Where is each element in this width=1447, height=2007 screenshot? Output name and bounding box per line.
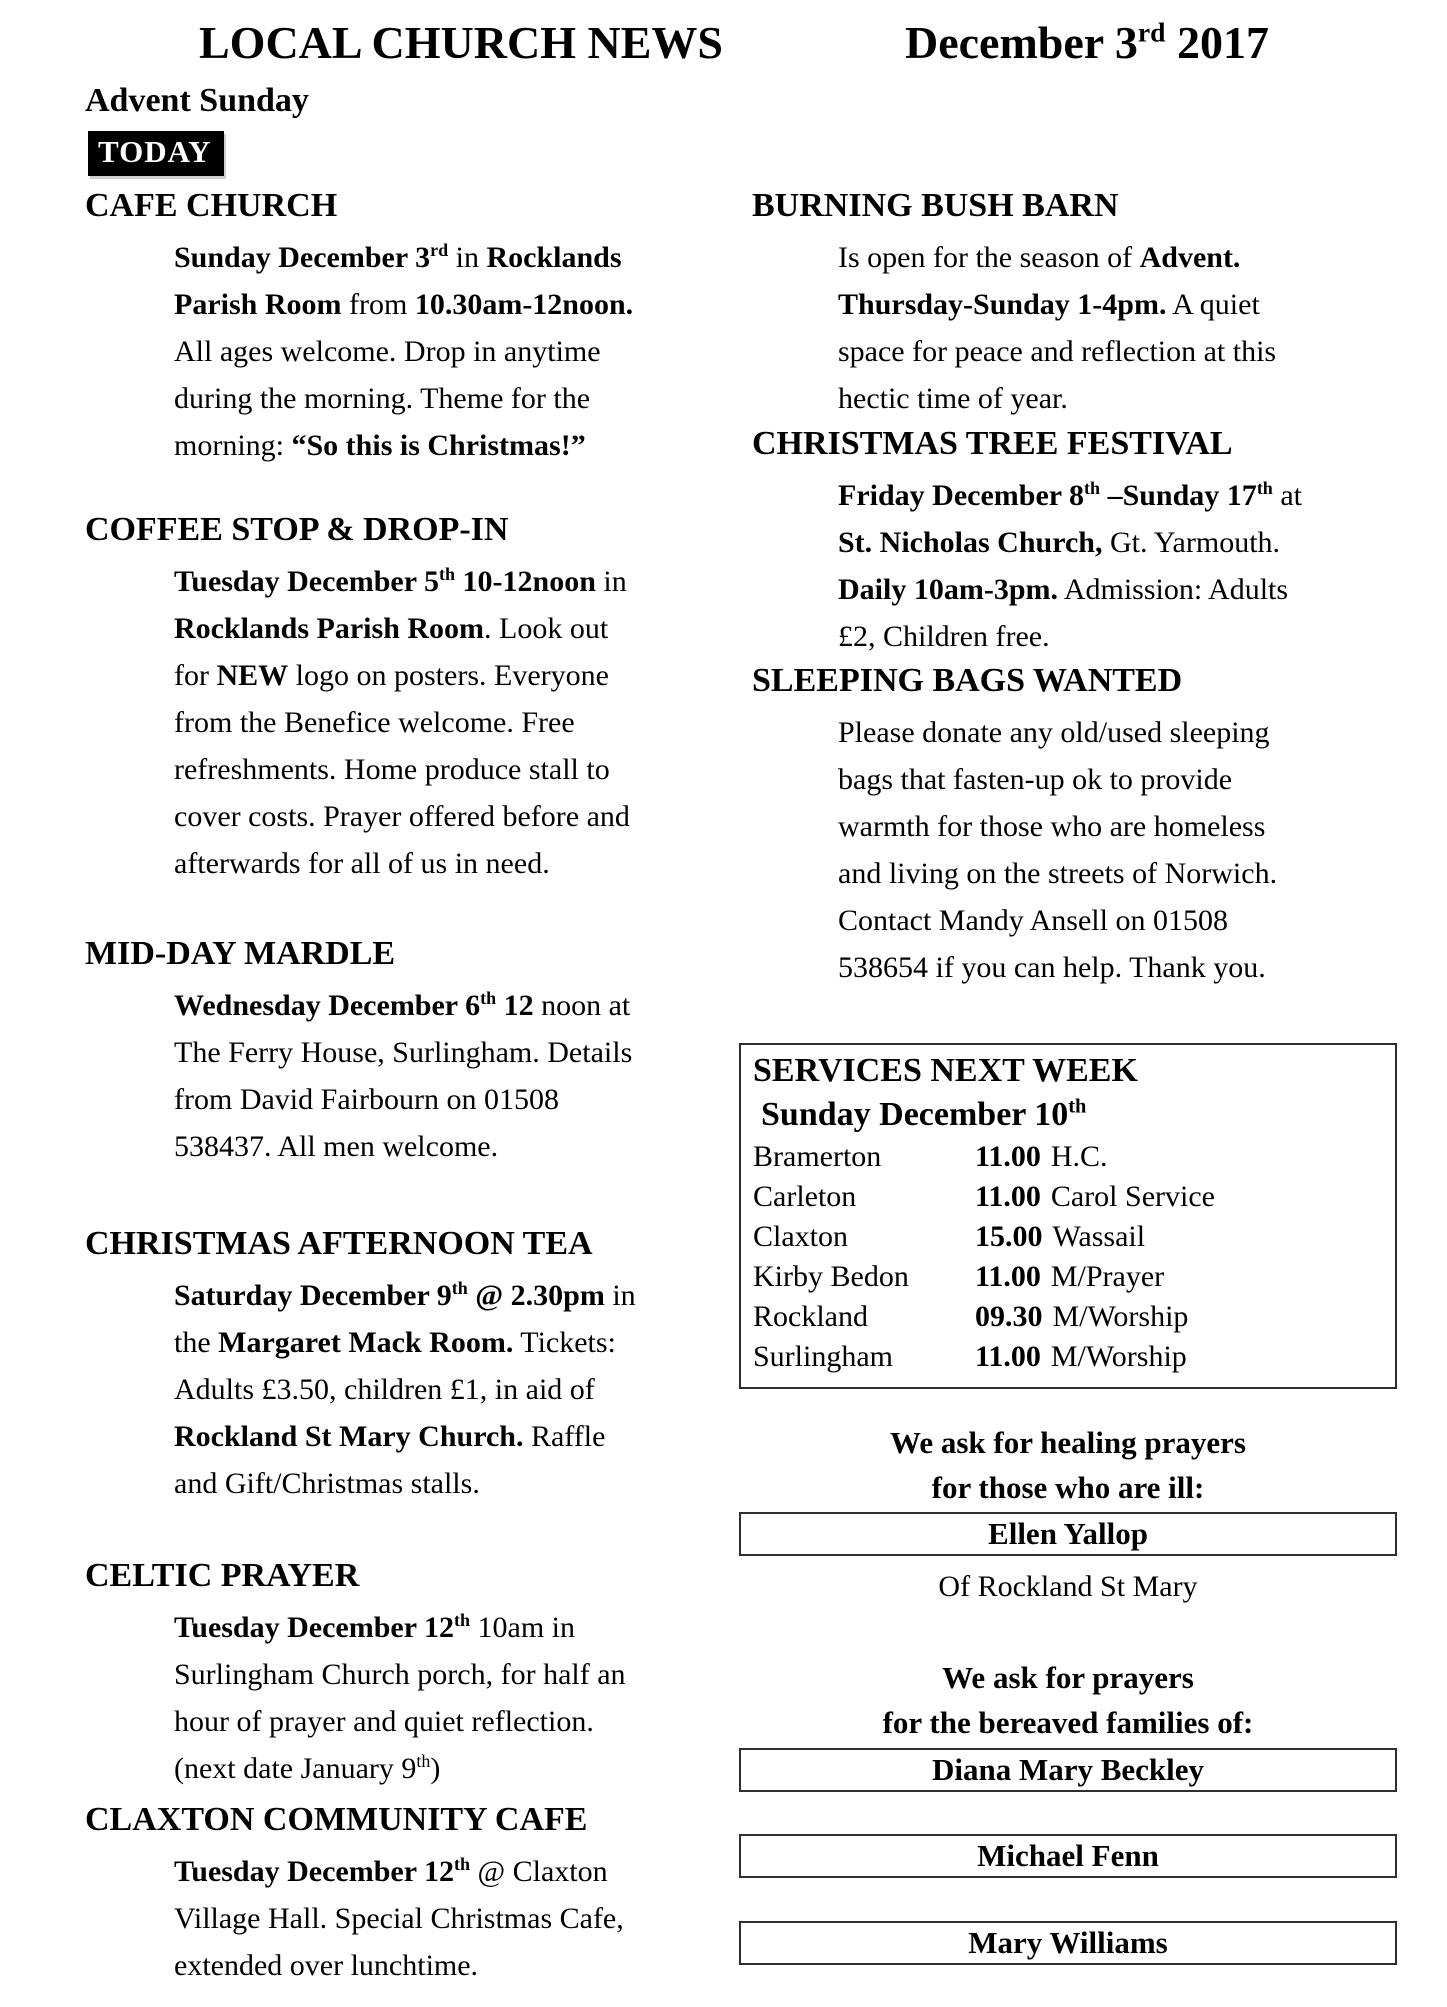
text-line: 538654 if you can help. Thank you. — [838, 951, 1266, 984]
section-body — [85, 982, 632, 1170]
service-row — [753, 1217, 1395, 1257]
bereaved-name: Diana Mary Beckley — [931, 1752, 1205, 1787]
bereaved-intro-line-1: We ask for prayers — [942, 1660, 1194, 1695]
service-place: Surlingham — [753, 1340, 893, 1373]
text-line: afterwards for all of us in need. — [174, 847, 550, 880]
service-place: Bramerton — [753, 1140, 882, 1173]
text-line: Adults £3.50, children £1, in aid of — [174, 1373, 595, 1406]
section-body — [85, 1272, 636, 1507]
healing-intro-line-1: We ask for healing prayers — [890, 1425, 1246, 1460]
section-heading: CELTIC PRAYER — [85, 1557, 360, 1594]
text-line: during the morning. Theme for the — [174, 382, 591, 415]
page-date: December 3rd 2017 — [905, 16, 1269, 68]
text-line: Rocklands Parish Room. Look out — [174, 612, 609, 645]
section-heading: CHRISTMAS TREE FESTIVAL — [752, 425, 1233, 462]
section-burning-bush-barn — [752, 186, 1276, 422]
text-line: Tuesday December 12th @ Claxton — [174, 1854, 608, 1888]
today-badge: TODAY — [88, 131, 224, 176]
service-time: 11.00 — [975, 1260, 1041, 1293]
service-row — [753, 1257, 1395, 1297]
text-line: Is open for the season of Advent. — [838, 241, 1241, 274]
section-coffee-stop — [85, 510, 630, 887]
section-claxton-community-cafe — [85, 1800, 624, 1989]
section-heading: SLEEPING BAGS WANTED — [752, 662, 1183, 699]
services-subheading: Sunday December 10th — [761, 1095, 1087, 1133]
services-next-week-box — [739, 1043, 1397, 1389]
text-line: Friday December 8th –Sunday 17th at — [838, 478, 1302, 512]
healing-intro-line-2: for those who are ill: — [931, 1470, 1205, 1505]
section-sleeping-bags-wanted — [752, 661, 1277, 991]
section-heading: COFFEE STOP & DROP-IN — [85, 511, 509, 548]
service-row — [753, 1297, 1395, 1337]
service-time: 11.00 — [975, 1180, 1041, 1213]
service-type: Wassail — [1052, 1220, 1146, 1253]
service-row — [753, 1177, 1395, 1217]
text-line: cover costs. Prayer offered before and — [174, 800, 630, 833]
name-box-michael-fenn — [739, 1834, 1397, 1878]
section-celtic-prayer — [85, 1556, 626, 1792]
text-line: Daily 10am-3pm. Admission: Adults — [838, 573, 1289, 606]
text-line: (next date January 9th) — [174, 1751, 441, 1785]
text-line: Wednesday December 6th 12 noon at — [174, 988, 631, 1022]
text-line: Please donate any old/used sleeping — [838, 716, 1270, 749]
service-type: Carol Service — [1050, 1180, 1215, 1213]
text-line: 538437. All men welcome. — [174, 1130, 499, 1163]
name-box-diana-mary-beckley — [739, 1748, 1397, 1792]
bereaved-prayers-intro — [739, 1655, 1397, 1745]
healing-of-line: Of Rockland St Mary — [938, 1570, 1198, 1603]
text-line: refreshments. Home produce stall to — [174, 753, 610, 786]
services-rows — [753, 1137, 1395, 1377]
section-cafe-church — [85, 186, 633, 469]
service-place: Claxton — [753, 1220, 848, 1253]
text-line: Thursday-Sunday 1-4pm. A quiet — [838, 288, 1260, 321]
section-body — [85, 234, 633, 469]
text-line: warmth for those who are homeless — [838, 810, 1266, 843]
text-line: for NEW logo on posters. Everyone — [174, 659, 609, 692]
text-line: The Ferry House, Surlingham. Details — [174, 1036, 633, 1069]
text-line: hectic time of year. — [838, 382, 1068, 415]
service-type: M/Worship — [1052, 1300, 1189, 1333]
text-line: Rockland St Mary Church. Raffle — [174, 1420, 606, 1453]
section-christmas-tree-festival — [752, 424, 1302, 660]
text-line: and living on the streets of Norwich. — [838, 857, 1278, 890]
section-heading: BURNING BUSH BARN — [752, 187, 1119, 224]
text-line: and Gift/Christmas stalls. — [174, 1467, 480, 1500]
text-line: Contact Mandy Ansell on 01508 — [838, 904, 1228, 937]
service-type: M/Prayer — [1050, 1260, 1165, 1293]
text-line: Parish Room from 10.30am-12noon. — [174, 288, 634, 321]
text-line: from David Fairbourn on 01508 — [174, 1083, 559, 1116]
service-time: 11.00 — [975, 1140, 1041, 1173]
section-mid-day-mardle — [85, 934, 632, 1170]
section-body — [752, 234, 1276, 422]
subtitle-advent-sunday: Advent Sunday — [85, 82, 309, 119]
name-box-ellen-yallop — [739, 1512, 1397, 1556]
service-type: H.C. — [1050, 1140, 1108, 1173]
section-heading: CAFE CHURCH — [85, 187, 338, 224]
ill-person-name: Ellen Yallop — [988, 1516, 1148, 1551]
text-line: morning: “So this is Christmas!” — [174, 429, 586, 462]
text-line: the Margaret Mack Room. Tickets: — [174, 1326, 616, 1359]
bereaved-name: Mary Williams — [968, 1925, 1168, 1960]
text-line: Surlingham Church porch, for half an — [174, 1658, 626, 1691]
service-row — [753, 1337, 1395, 1377]
healing-prayers-intro — [739, 1420, 1397, 1510]
service-row — [753, 1137, 1395, 1177]
service-place: Kirby Bedon — [753, 1260, 909, 1293]
service-place: Rockland — [753, 1300, 868, 1333]
text-line: Saturday December 9th @ 2.30pm in — [174, 1278, 636, 1312]
service-time: 15.00 — [975, 1220, 1043, 1253]
section-body — [752, 709, 1277, 991]
section-heading: MID-DAY MARDLE — [85, 935, 396, 972]
text-line: space for peace and reflection at this — [838, 335, 1277, 368]
service-time: 09.30 — [975, 1300, 1043, 1333]
text-line: extended over lunchtime. — [174, 1949, 479, 1982]
section-body — [85, 1848, 624, 1989]
text-line: Sunday December 3rd in Rocklands — [174, 240, 622, 274]
section-christmas-afternoon-tea — [85, 1224, 636, 1507]
service-type: M/Worship — [1050, 1340, 1187, 1373]
page-title: LOCAL CHURCH NEWS — [199, 17, 723, 68]
text-line: from the Benefice welcome. Free — [174, 706, 575, 739]
text-line: All ages welcome. Drop in anytime — [174, 335, 601, 368]
text-line: Village Hall. Special Christmas Cafe, — [174, 1902, 624, 1935]
section-body — [752, 472, 1302, 660]
section-heading: CHRISTMAS AFTERNOON TEA — [85, 1225, 593, 1262]
service-time: 11.00 — [975, 1340, 1041, 1373]
section-body — [85, 1604, 626, 1792]
bereaved-intro-line-2: for the bereaved families of: — [882, 1705, 1254, 1740]
bereaved-name: Michael Fenn — [977, 1838, 1159, 1873]
service-place: Carleton — [753, 1180, 857, 1213]
text-line: £2, Children free. — [838, 620, 1050, 653]
name-box-mary-williams — [739, 1921, 1397, 1965]
text-line: St. Nicholas Church, Gt. Yarmouth. — [838, 526, 1281, 559]
text-line: Tuesday December 5th 10-12noon in — [174, 564, 627, 598]
services-heading: SERVICES NEXT WEEK — [753, 1052, 1138, 1089]
text-line: hour of prayer and quiet reflection. — [174, 1705, 594, 1738]
text-line: Tuesday December 12th 10am in — [174, 1610, 576, 1644]
text-line: bags that fasten-up ok to provide — [838, 763, 1233, 796]
section-heading: CLAXTON COMMUNITY CAFE — [85, 1801, 588, 1838]
section-body — [85, 558, 630, 887]
